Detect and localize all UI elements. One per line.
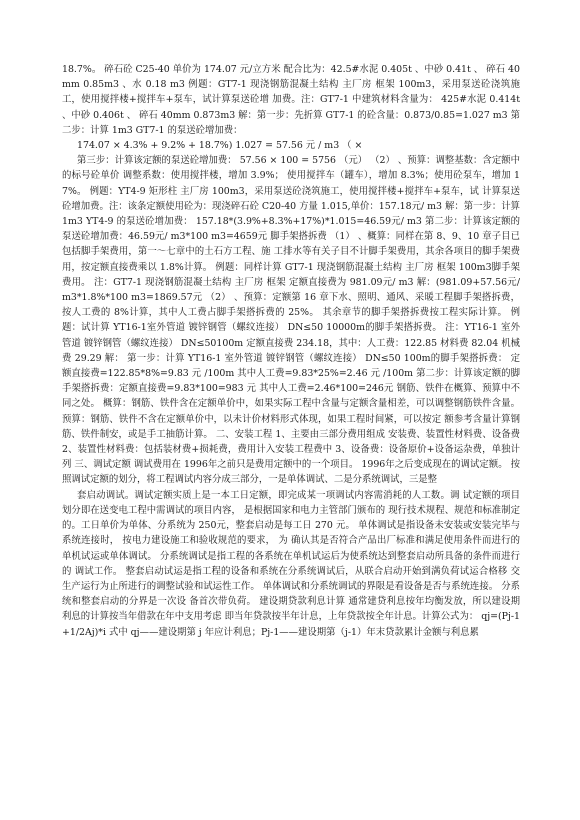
body-paragraph-1: 18.7%。 碎石砼 C25-40 单价为 174.07 元/立方米 配合比为：42.5#水泥 0.405t 、中砂 0.41t 、 碎石 40mm 0.85m3 、水 0.18 m3 例题：GT7-1 现浇钢筋混凝土结构 主厂房 框架 100m3，采用泵送砼浇筑施工，使用搅拌楼+搅拌车+泵车，试计算泵送砼增 加费。注：GT7-1 中建筑材料含量为： 425#水泥 0.414t 、中砂 0.406t 、 碎石 40mm 0.873m3 解：第一步：先折算 GT7-1 的砼含量：0.873/0.85=1.027 m3 第二步：计算 1m3 GT7-1 的泵送砼增加费： — [62, 64, 520, 136]
document-page — [62, 62, 520, 640]
body-paragraph-3: 套启动调试。调试定额实质上是一本工日定额，即完成某一项调试内容需消耗的人工数。调 试定额的项目划分即在送变电工程中需调试的项目内容， 是根据国家和电力主管部门颁布的 现行技术规程、规范和标准制定的。工日单价为单体、分系统为 250元，整套启动是每工日 270 元。 单体调试是指设备未安装或安装完毕与系统连接时， 按电力建设施工和验收规范的要求， 为 确认其是否符合产品出厂标准和满足使用条件而进行的单机试运或单体调试。 分系统调试是指工程的各系统在单机试运后为使系统达到整套启动所具备的条件而进行的 调试工作。 整套启动试运是指工程的设备和系统在分系统调试后，从联合启动开始到满负荷试运合格移 交生产运行为止所进行的调整试验和试运性工作。 单体调试和分系统调试的界限是看设备是否与系统连接。 分系统和整套启动的分界是一次设 备首次带负荷。 建设期贷款利息计算 通常建贷利息按年均衡发放，所以建设期利息的计算按当年借款在年中支用考虑 即当年贷款按半年计息，上年贷款按全年计息。计算公式为： qj=(Pj-1+1/2Aj)*i 式中 qj——建设期第 j 年应计利息；Pj-1——建设期第（j-1）年末贷款累计金额与利息累 — [62, 489, 520, 638]
formula-line: 174.07 × 4.3% + 9.2% + 18.7%) 1.027 = 57.56 元 / m3 （ × — [77, 140, 363, 152]
body-paragraph-2: 第三步：计算该定额的泵送砼增加费： 57.56 × 100 = 5756 （元） （2） 、预算：调整基数：含定额中的标号砼单价 调整系数：使用搅拌楼，增加 3.9%； 使用搅拌车（罐车），增加 8.3%；使用砼泵车，增加 17%。 例题：YT4-9 矩形柱 主厂房 100m3，采用泵送砼浇筑施工，使用搅拌楼+搅拌车+泵车，试 计算泵送砼增加费。注：该条定额使用砼为：现浇碎石砼 C20-40 方量 1.015,单价：157.18元/ m3 解：第一步：计算 1m3 YT4-9 的泵送砼增加费： 157.18*(3.9%+8.3%+17%)*1.015=46.59元/ m3 第二步：计算该定额的泵送砼增加费：46.59元/ m3*100 m3=4659元 脚手架搭拆费 （1） 、概算：同样在第 8、9、10 章子目已包括脚手架费用，第一～七章中的土石方工程、施 工排水等有关子目不计脚手架费用，其余各项目的脚手架费用，按定额直接费乘以 1.8%计算。 例题：同样计算 GT7-1 现浇钢筋混凝土结构 主厂房 框架 100m3脚手架费用。 注：GT7-1 现浇钢筋混凝土结构 主厂房 框架 定额直接费为 981.09元/ m3 解：(981.09+57.56元/ m3*1.8%*100 m3=1869.57元 （2） 、预算：定额第 16 章下水、照明、通风、采暖工程脚手架搭拆费，按人工费的 8%计算，其中人工费占脚手架搭拆费的 25%。 其余章节的脚手架搭拆费按工程实际计算。 例题：试计算 YT16-1室外管道 镀锌钢管（螺纹连接） DN≤50 10000m的脚手架搭拆费。 注：YT16-1 室外管道 镀锌钢管（螺纹连接） DN≤50100m 定额直接费 234.18，其中：人工费：122.85 材料费 82.04 机械费 29.29 解： 第一步：计算 YT16-1 室外管道 镀锌钢管（螺纹连接） DN≤50 100m的脚手架搭拆费： 定额直接费=122.85*8%=9.83 元 /100m 其中人工费=9.83*25%=2.46 元 /100m 第二步：计算该定额的脚手架搭拆费：定额直接费=9.83*100=983 元 其中人工费=2.46*100=246元 钢筋、铁件在概算、预算中不同之处。 概算：钢筋、铁件含在定额单价中，如果实际工程中含量与定额含量相差，可以调整钢筋铁件含量。 预算：钢筋、铁件不含在定额单价中，以未计价材料形式体现，如果工程时间紧，可以按定 额参考含量计算钢筋、铁件制安，或是手工抽筋计算。 二、安装工程 1、主要由三部分费用组成 安装费、装置性材料费、设备费 2、装置性材料费：包括装材费+损耗费，费用计入安装工程费中 3、设备费：设备原价+设备运杂费，单独计列 三、调试定额 调试费用在 1996年之前只是费用定额中的一个项目。 1996年之后变成现在的调试定额。 按 照调试定额的划分，将工程调试内容分成三部分，一是单体调试、二是分系统调试，三是整 — [62, 155, 520, 486]
